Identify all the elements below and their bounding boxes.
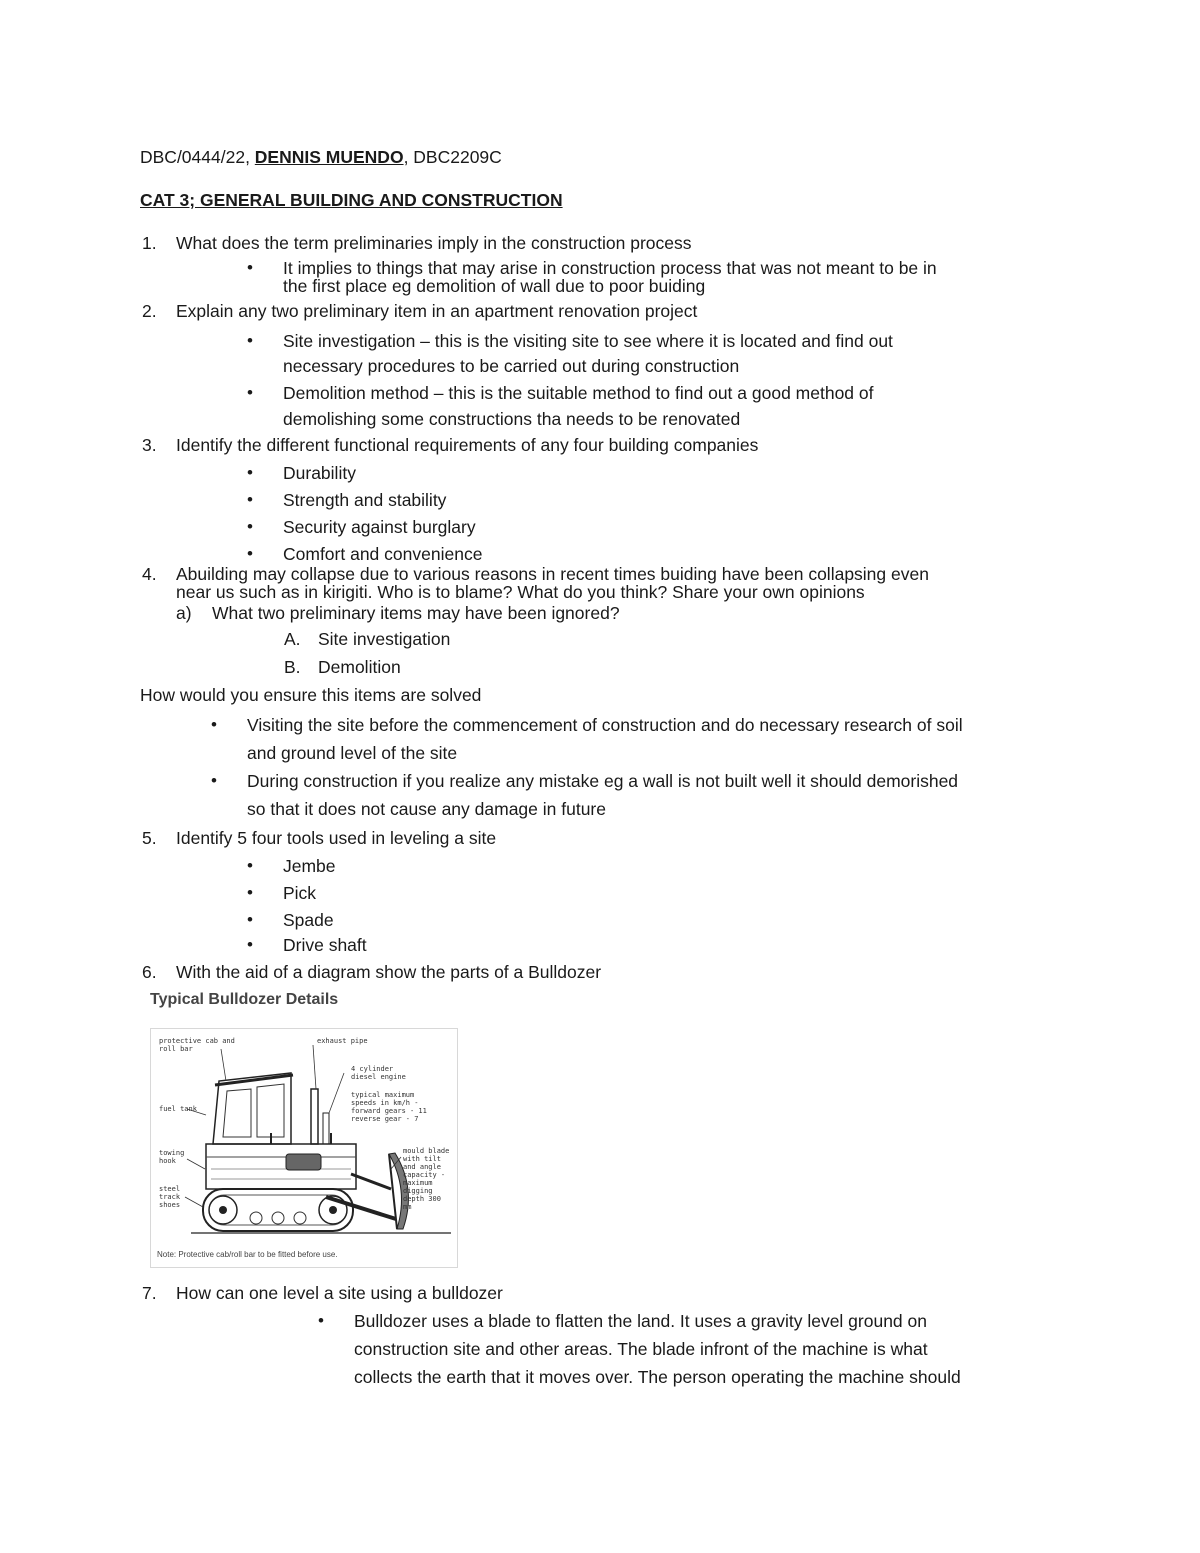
question-5 — [142, 828, 497, 848]
bulldozer-diagram — [150, 1028, 458, 1268]
label-track-shoes: shoes — [159, 1201, 181, 1209]
label-blade: with tilt — [403, 1155, 441, 1163]
label-speeds: forward gears - 11 — [351, 1107, 427, 1115]
label-cab: protective cab and — [159, 1037, 235, 1045]
label-exhaust: exhaust pipe — [317, 1037, 368, 1045]
item-text: Site investigation — [318, 629, 451, 649]
list-item: • Jembe — [283, 856, 336, 876]
list-item: • Spade — [283, 910, 334, 930]
sub-question-text: What two preliminary items may have been ignored? — [212, 603, 620, 623]
list-item: • Comfort and convenience — [283, 544, 482, 564]
sub-letter: a) — [176, 603, 192, 623]
list-item: • Strength and stability — [283, 490, 446, 510]
answer-continuation: and ground level of the site — [247, 743, 458, 763]
student-header — [140, 147, 502, 167]
question-number: 1. — [142, 233, 157, 253]
answer-bullet: • It implies to things that may arise in construction process that was not meant to be in — [283, 258, 937, 278]
label-speeds: reverse gear - 7 — [351, 1115, 419, 1123]
answer-bullet: • Demolition method – this is the suitable method to find out a good method of — [283, 383, 874, 403]
answer-continuation: necessary procedures to be carried out during construction — [283, 356, 740, 376]
question-4 — [142, 564, 929, 584]
label-blade: capacity - — [403, 1171, 446, 1179]
question-number: 6. — [142, 962, 157, 982]
follow-up-question: How would you ensure this items are solved — [140, 685, 482, 705]
answer-continuation: the first place eg demolition of wall due to poor buiding — [283, 276, 706, 296]
label-towing-hook: towing — [159, 1149, 185, 1157]
label-blade: and angle — [403, 1163, 441, 1171]
sub-question-a — [176, 603, 620, 623]
item-letter: A. — [284, 629, 301, 649]
answer-continuation: construction site and other areas. The blade infront of the machine is what — [354, 1339, 928, 1359]
question-continuation: near us such as in kirigiti. Who is to blame? What do you think? Share your own opinions — [176, 582, 865, 602]
answer-continuation: demolishing some constructions tha needs to be renovated — [283, 409, 741, 429]
answer-continuation: so that it does not cause any damage in future — [247, 799, 606, 819]
list-item — [284, 629, 451, 649]
question-3 — [142, 435, 759, 455]
label-blade: mould blade — [403, 1147, 450, 1155]
question-text: Identify 5 four tools used in leveling a site — [176, 828, 497, 848]
label-blade: mm — [403, 1203, 412, 1211]
list-item — [284, 657, 401, 677]
label-towing-hook: hook — [159, 1157, 176, 1165]
answer-bullet: • Site investigation – this is the visiting site to see where it is located and find out — [283, 331, 893, 351]
question-text: Identify the different functional requirements of any four building companies — [176, 435, 759, 455]
question-text: What does the term preliminaries imply in the construction process — [176, 233, 692, 253]
label-blade: maximum — [403, 1179, 433, 1187]
figure-title: Typical Bulldozer Details — [150, 991, 339, 1008]
label-engine: 4 cylinder — [351, 1065, 394, 1073]
list-item: • Security against burglary — [283, 517, 476, 537]
question-number: 3. — [142, 435, 157, 455]
bulldozer-illustration — [151, 1029, 457, 1267]
question-number: 2. — [142, 301, 157, 321]
question-2 — [142, 301, 698, 321]
answer-bullet: • During construction if you realize any mistake eg a wall is not built well it should demorished — [247, 771, 958, 791]
label-blade: digging — [403, 1187, 433, 1195]
question-number: 4. — [142, 564, 157, 584]
item-text: Demolition — [318, 657, 401, 677]
label-track-shoes: steel — [159, 1185, 181, 1193]
question-text: How can one level a site using a bulldozer — [176, 1283, 503, 1303]
label-fuel-tank: fuel tank — [159, 1105, 197, 1113]
answer-continuation: collects the earth that it moves over. The person operating the machine should — [354, 1367, 961, 1387]
item-letter: B. — [284, 657, 301, 677]
question-6 — [142, 962, 602, 982]
student-name: DENNIS MUENDO — [254, 147, 404, 167]
label-speeds: typical maximum — [351, 1091, 415, 1099]
course-code: , DBC2209C — [403, 147, 502, 167]
list-item: • Durability — [283, 463, 356, 483]
list-item: • Drive shaft — [283, 935, 367, 955]
list-item: • Pick — [283, 883, 316, 903]
figure-note: Note: Protective cab/roll bar to be fitted before use. — [157, 1250, 338, 1259]
page-title: CAT 3; GENERAL BUILDING AND CONSTRUCTION — [140, 190, 563, 210]
question-text: Explain any two preliminary item in an apartment renovation project — [176, 301, 698, 321]
question-text: Abuilding may collapse due to various reasons in recent times buiding have been collapsing even — [176, 564, 929, 584]
question-7 — [142, 1283, 503, 1303]
label-engine: diesel engine — [351, 1073, 406, 1081]
answer-bullet: • Visiting the site before the commencement of construction and do necessary research of soil — [247, 715, 963, 735]
question-number: 5. — [142, 828, 157, 848]
answer-bullet: • Bulldozer uses a blade to flatten the land. It uses a gravity level ground on — [354, 1311, 927, 1331]
reg-number: DBC/0444/22, — [140, 147, 255, 167]
label-speeds: speeds in km/h - — [351, 1099, 419, 1107]
label-cab: roll bar — [159, 1045, 193, 1053]
label-blade: depth 300 — [403, 1195, 441, 1203]
question-number: 7. — [142, 1283, 157, 1303]
label-track-shoes: track — [159, 1193, 181, 1201]
question-1 — [142, 233, 692, 253]
question-text: With the aid of a diagram show the parts of a Bulldozer — [176, 962, 602, 982]
